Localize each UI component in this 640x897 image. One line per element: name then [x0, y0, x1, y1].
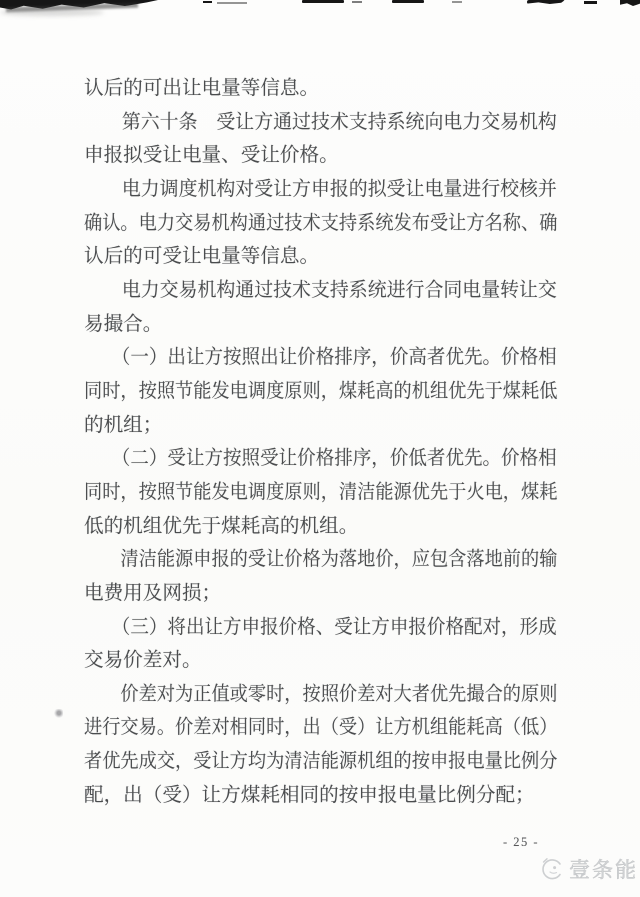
scan-artifact-dash [392, 0, 424, 3]
text-line: 同时，按照节能发电调度原则，清洁能源优先于火电，煤耗 [84, 481, 558, 503]
scan-artifact-dash [203, 1, 212, 3]
text-line-item-1: （一）出让方按照出让价格排序，价高者优先。价格相 [84, 347, 557, 369]
watermark [538, 853, 638, 885]
scan-artifact-dash [302, 0, 344, 3]
text-line: 的机组； [84, 414, 163, 436]
watermark-brand-text: 壹条能 [569, 859, 638, 882]
scan-artifact-speck [54, 709, 63, 718]
scan-artifact-dash [527, 0, 565, 4]
document-body [84, 72, 557, 812]
text-line: 者优先成交，受让方均为清洁能源机组的按申报电量比例分 [84, 751, 558, 773]
text-line: 同时，按照节能发电调度原则，煤耗高的机组优先于煤耗低 [84, 380, 558, 402]
text-line-item-3: （三）将出让方申报价格、受让方申报价格配对，形成 [84, 616, 557, 638]
page-number: - 25 - [503, 835, 540, 849]
text-line: 清洁能源申报的受让价格为落地价，应包含落地前的输 [84, 549, 558, 571]
text-line: 确认。电力交易机构通过技术支持系统发布受让方名称、确 [84, 212, 558, 234]
text-line: 交易价差对。 [84, 650, 202, 672]
text-line: 电费用及网损； [84, 582, 222, 604]
text-line-item-2: （二）受让方按照受让价格排序，价低者优先。价格相 [84, 448, 557, 470]
text-line: 易撮合。 [84, 313, 163, 335]
text-line-article-60: 第六十条 受让方通过技术支持系统向电力交易机构 [84, 111, 557, 133]
text-line: 认后的可受让电量等信息。 [84, 246, 320, 268]
scan-artifact-dash [452, 1, 462, 3]
text-line: 配，出（受）让方煤耗相同的按申报电量比例分配； [84, 784, 535, 806]
text-line: 进行交易。价差对相同时，出（受）让方机组能耗高（低） [84, 717, 558, 739]
text-line: 电力调度机构对受让方申报的拟受让电量进行校核并 [84, 178, 557, 200]
scan-artifact-dash [352, 1, 362, 3]
yitiaoneng-logo-icon [538, 855, 566, 883]
scan-artifact-dash [620, 0, 640, 6]
text-line: 申报拟受让电量、受让价格。 [84, 145, 339, 167]
scan-artifact-dash [584, 1, 597, 4]
text-line: 电力交易机构通过技术支持系统进行合同电量转让交 [84, 279, 557, 301]
scan-artifact-dash [217, 2, 247, 4]
text-line: 认后的可出让电量等信息。 [84, 78, 320, 99]
scan-artifact-smudge [0, 9, 104, 16]
text-line: 低的机组优先于煤耗高的机组。 [84, 515, 359, 537]
text-line: 价差对为正值或零时，按照价差对大者优先撮合的原则 [84, 683, 558, 705]
